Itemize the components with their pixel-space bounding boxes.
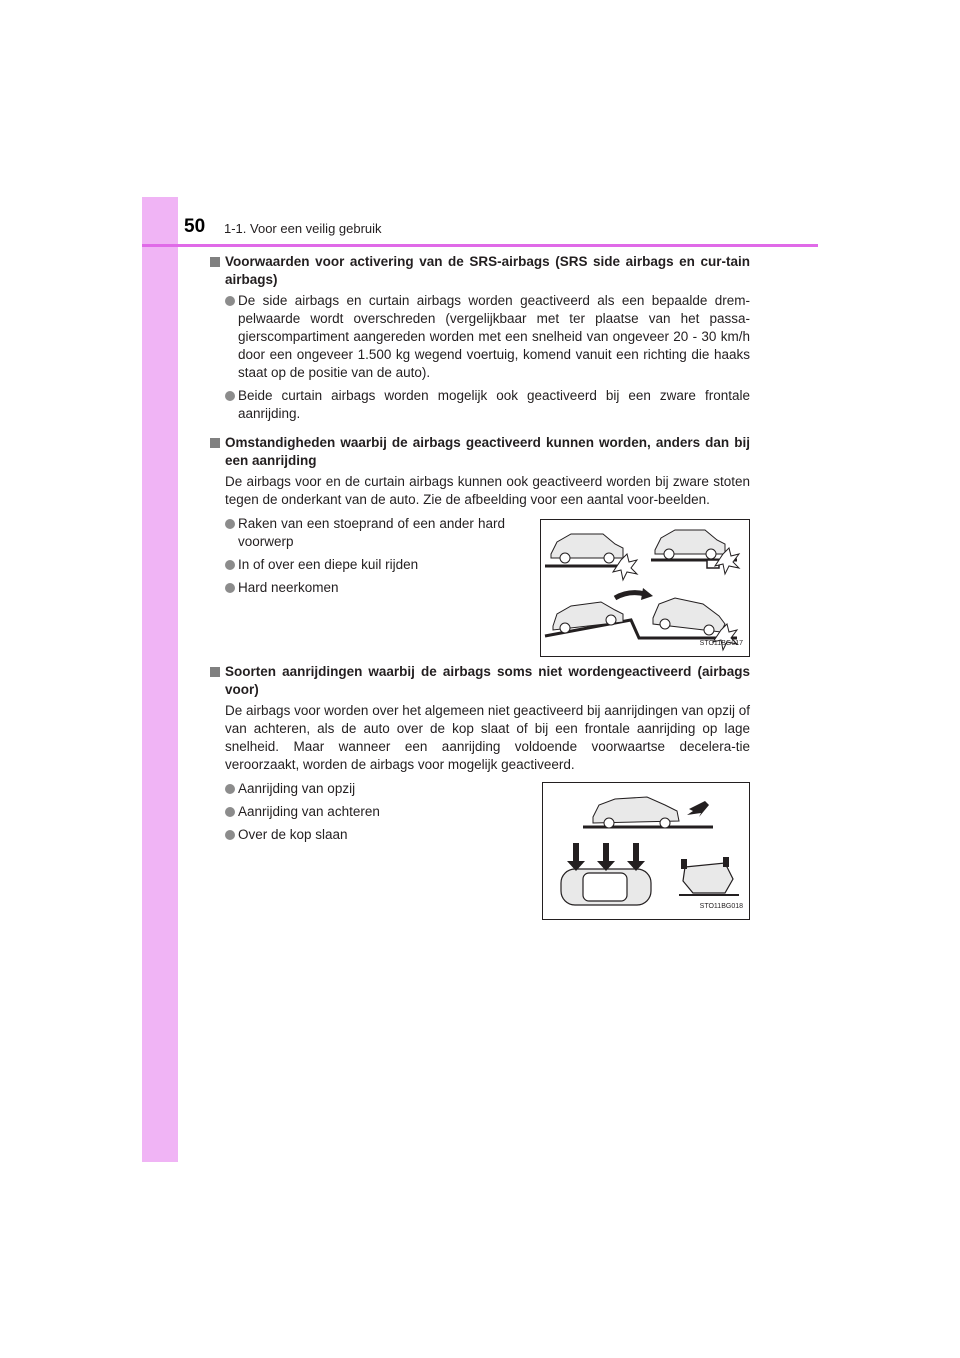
section-heading-non-collision: Omstandigheden waarbij de airbags geactiveerd kunnen worden, anders dan bij een aanrijding — [210, 434, 750, 470]
figure-underbody-impacts — [540, 519, 750, 657]
list-item: Beide curtain airbags worden mogelijk ook geactiveerd bij een zware frontale aanrijding. — [210, 387, 750, 423]
square-bullet-icon — [210, 667, 220, 677]
car-icon — [653, 598, 725, 635]
page-content — [210, 253, 750, 920]
list-item: Raken van een stoeprand of een ander hard voorwerp — [210, 515, 505, 551]
car-icon — [551, 534, 623, 563]
car-icon — [655, 530, 725, 559]
figure-label: STO11BG017 — [699, 640, 743, 647]
section-heading-side-airbags: Voorwaarden voor activering van de SRS-airbags (SRS side airbags en cur-tain airbags) — [210, 253, 750, 289]
car-rollover-icon — [683, 863, 733, 893]
circle-bullet-icon — [225, 807, 235, 817]
square-bullet-icon — [210, 257, 220, 267]
section-paragraph: De airbags voor worden over het algemeen niet geactiveerd bij aanrijdingen van opzij of van achteren, als de auto over de kop slaat of bij een frontale aanrijding op lage snelheid. Maar wanneer een aanrijding voldoende voorwaartse decelera-tie veroorzaakt, worden de airbags voor mogelijk geactiveerd. — [225, 703, 750, 772]
list-item: Aanrijding van opzij — [210, 780, 505, 798]
page-number: 50 — [184, 216, 206, 237]
list-item: Hard neerkomen — [210, 579, 505, 597]
circle-bullet-icon — [225, 391, 235, 401]
chapter-title: 1-1. Voor een veilig gebruik — [224, 221, 382, 236]
list-item: In of over een diepe kuil rijden — [210, 556, 505, 574]
circle-bullet-icon — [225, 296, 235, 306]
section-heading-no-deployment: Soorten aanrijdingen waarbij de airbags soms niet wordengeactiveerd (airbags voor) — [210, 663, 750, 699]
circle-bullet-icon — [225, 784, 235, 794]
side-tab-band — [142, 197, 178, 1162]
list-item: Aanrijding van achteren — [210, 803, 505, 821]
bullets-with-figure — [210, 515, 750, 657]
section-paragraph: De airbags voor en de curtain airbags kunnen ook geactiveerd worden bij zware stoten tegen de onderkant van de auto. Zie de afbeelding voor een aantal voor-beelden. — [225, 474, 750, 507]
car-icon — [593, 797, 679, 828]
figure-collision-types — [542, 782, 750, 920]
figure-label: STO11BG018 — [699, 903, 743, 910]
circle-bullet-icon — [225, 830, 235, 840]
bullets-with-figure — [210, 780, 750, 920]
list-item: Over de kop slaan — [210, 826, 505, 844]
circle-bullet-icon — [225, 560, 235, 570]
car-top-view-icon — [561, 869, 651, 905]
list-item: De side airbags en curtain airbags worden geactiveerd als een bepaalde drem-pelwaarde wordt overschreden (vergelijkbaar met ter plaatse van het passa-gierscompartiment aangereden worden met een snelheid van ongeveer 20 - 30 km/h door een ongeveer 1.500 kg wegend voertuig, komend vanuit een richting die haaks staat op de positie van de auto). — [210, 292, 750, 382]
square-bullet-icon — [210, 438, 220, 448]
circle-bullet-icon — [225, 519, 235, 529]
header-rule — [142, 244, 818, 247]
circle-bullet-icon — [225, 583, 235, 593]
